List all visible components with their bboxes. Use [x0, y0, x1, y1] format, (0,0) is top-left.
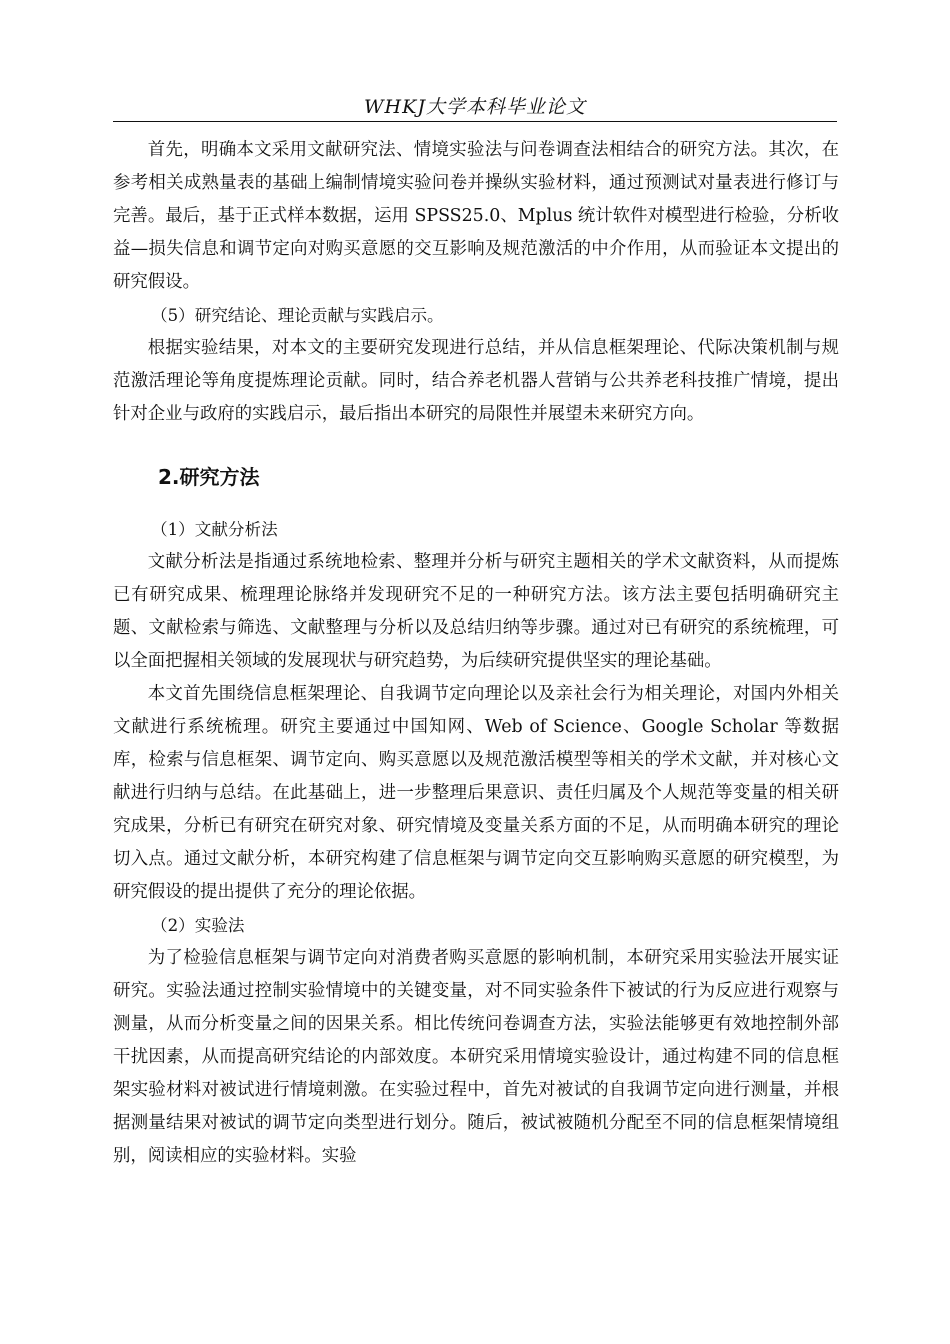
paragraph-literature-definition: 文献分析法是指通过系统地检索、整理并分析与研究主题相关的学术文献资料，从而提炼已有研究成果、梳理理论脉络并发现研究不足的一种研究方法。该方法主要包括明确研究主题、文献检索与筛选、文献整理与分析以及总结归纳等步骤。通过对已有研究的系统梳理，可以全面把握相关领域的发展现状与研究趋势，为后续研究提供坚实的理论基础。 [113, 552, 839, 671]
list-item-conclusions: （5）研究结论、理论贡献与实践启示。 [151, 306, 444, 325]
body-text [113, 134, 839, 1173]
section-heading-research-methods: 2.研究方法 [158, 465, 260, 489]
paragraph-literature-application: 本文首先围绕信息框架理论、自我调节定向理论以及亲社会行为相关理论，对国内外相关文献进行系统梳理。研究主要通过中国知网、Web of Science、Google Scholar 等数据库，检索与信息框架、调节定向、购买意愿以及规范激活模型等相关的学术文献，并对核心文献进行归纳与总结。在此基础上，进一步整理后果意识、责任归属及个人规范等变量的相关研究成果，分析已有研究在研究对象、研究情境及变量关系方面的不足，从而明确本研究的理论切入点。通过文献分析，本研究构建了信息框架与调节定向交互影响购买意愿的研究模型，为研究假设的提出提供了充分的理论依据。 [113, 684, 839, 902]
paragraph-method-overview: 首先，明确本文采用文献研究法、情境实验法与问卷调查法相结合的研究方法。其次，在参考相关成熟量表的基础上编制情境实验问卷并操纵实验材料，通过预测试对量表进行修订与完善。最后，基于正式样本数据，运用 SPSS25.0、Mplus 统计软件对模型进行检验，分析收益—损失信息和调节定向对购买意愿的交互影响及规范激活的中介作用，从而验证本文提出的研究假设。 [113, 140, 839, 292]
header-rule [113, 121, 837, 122]
page-header-title: WHKJ大学本科毕业论文 [364, 96, 586, 118]
paragraph-experiment: 为了检验信息框架与调节定向对消费者购买意愿的影响机制，本研究采用实验法开展实证研究。实验法通过控制实验情境中的关键变量，对不同实验条件下被试的行为反应进行观察与测量，从而分析变量之间的因果关系。相比传统问卷调查方法，实验法能够更有效地控制外部干扰因素，从而提高研究结论的内部效度。本研究采用情境实验设计，通过构建不同的信息框架实验材料对被试进行情境刺激。在实验过程中，首先对被试的自我调节定向进行测量，并根据测量结果对被试的调节定向类型进行划分。随后，被试被随机分配至不同的信息框架情境组别，阅读相应的实验材料。实验 [113, 948, 839, 1166]
subheading-experiment: （2）实验法 [151, 916, 245, 935]
paragraph-conclusions: 根据实验结果，对本文的主要研究发现进行总结，并从信息框架理论、代际决策机制与规范激活理论等角度提炼理论贡献。同时，结合养老机器人营销与公共养老科技推广情境，提出针对企业与政府的实践启示，最后指出本研究的局限性并展望未来研究方向。 [113, 338, 839, 424]
subheading-literature-analysis: （1）文献分析法 [151, 520, 278, 539]
